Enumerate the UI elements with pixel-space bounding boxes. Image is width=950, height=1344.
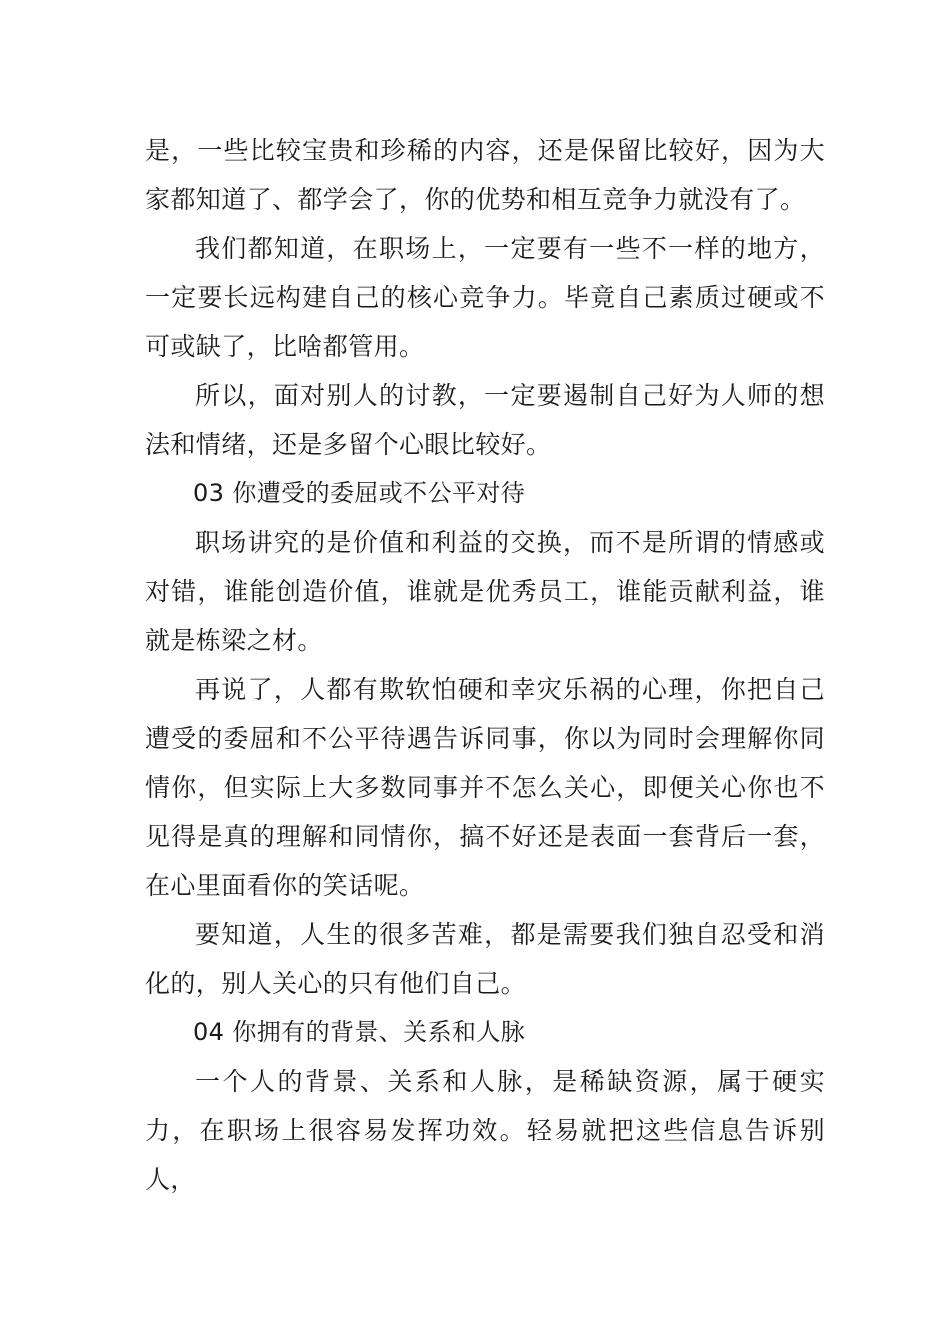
section-heading-04: 04 你拥有的背景、关系和人脉	[193, 1018, 526, 1046]
paragraph: 一个人的背景、关系和人脉，是稀缺资源，属于硬实力，在职场上很容易发挥功效。轻易就把这些信息告诉别人，	[145, 1067, 825, 1194]
paragraph-continuation: 是，一些比较宝贵和珍稀的内容，还是保留比较好，因为大家都知道了、都学会了，你的优势和相互竞争力就没有了。	[145, 136, 825, 214]
section-heading-03: 03 你遭受的委屈或不公平对待	[193, 479, 526, 507]
paragraph: 我们都知道，在职场上，一定要有一些不一样的地方，一定要长远构建自己的核心竞争力。毕竟自己素质过硬或不可或缺了，比啥都管用。	[145, 234, 825, 361]
paragraph: 职场讲究的是价值和利益的交换，而不是所谓的情感或对错，谁能创造价值，谁就是优秀员工，谁能贡献利益，谁就是栋梁之材。	[145, 528, 825, 655]
document-body	[145, 126, 825, 1204]
paragraph: 要知道，人生的很多苦难，都是需要我们独自忍受和消化的，别人关心的只有他们自己。	[145, 920, 825, 998]
paragraph: 所以，面对别人的讨教，一定要遏制自己好为人师的想法和情绪，还是多留个心眼比较好。	[145, 381, 825, 459]
paragraph: 再说了，人都有欺软怕硬和幸灾乐祸的心理，你把自己遭受的委屈和不公平待遇告诉同事，你以为同时会理解你同情你，但实际上大多数同事并不怎么关心，即便关心你也不见得是真的理解和同情你，搞不好还是表面一套背后一套，在心里面看你的笑话呢。	[145, 675, 825, 900]
